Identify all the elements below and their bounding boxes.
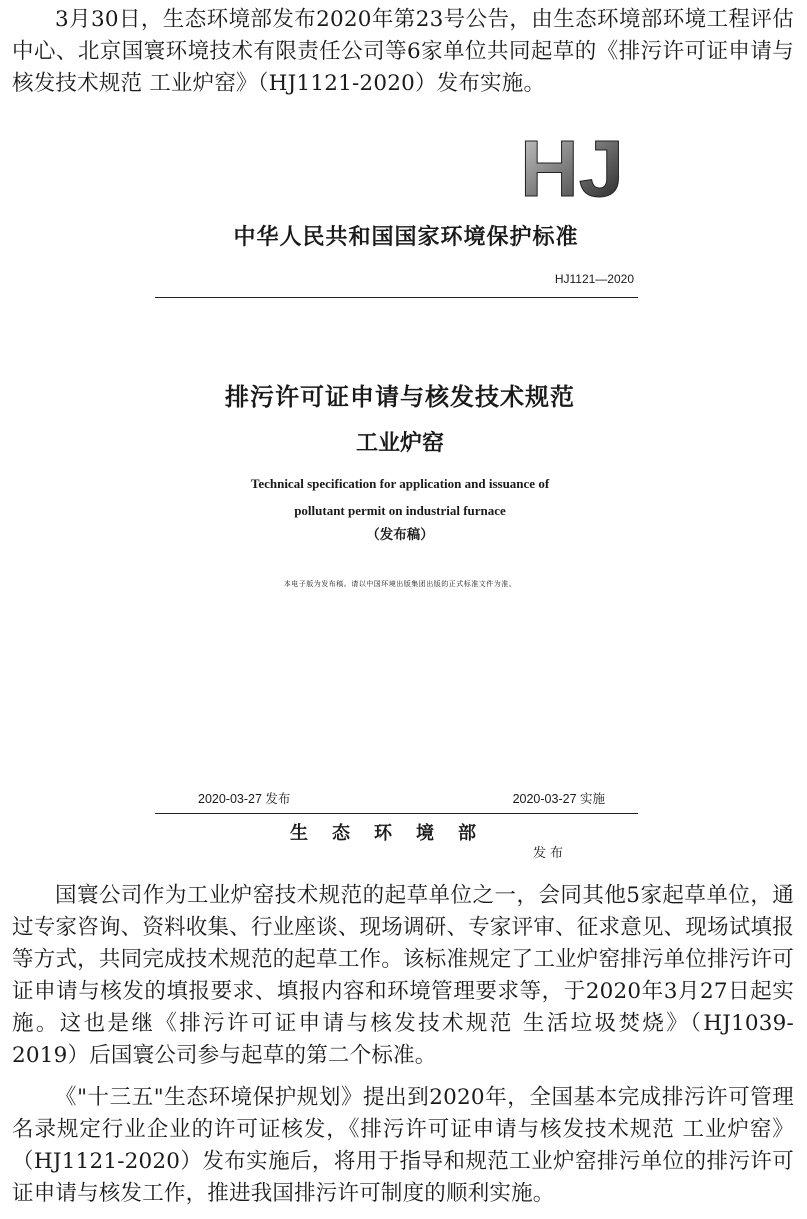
- publish-date: 2020-03-27 发布: [198, 792, 291, 806]
- intro-paragraph: 3月30日，生态环境部发布2020年第23号公告，由生态环境部环境工程评估中心、北京国寰环境技术有限责任公司等6家单位共同起草的《排污许可证申请与核发技术规范 工业炉窑》（HJ1121-2020）发布实施。: [12, 7, 794, 96]
- body-paragraph-2: 《"十三五"生态环境保护规划》提出到2020年，全国基本完成排污许可管理名录规定行业企业的许可证核发，《排污许可证申请与核发技术规范 工业炉窑》（HJ1121-2020）发布实施后，将用于指导和规范工业炉窑排污单位的排污许可证申请与核发工作，推进我国排污许可制度的顺利实施。: [12, 1085, 794, 1206]
- publish-label: 发布: [532, 846, 567, 861]
- top-divider: [155, 297, 638, 298]
- document-subtitle: 工业炉窑: [355, 431, 444, 456]
- standard-cover: [0, 130, 807, 870]
- document-title: 排污许可证申请与核发技术规范: [225, 383, 575, 411]
- draft-label: （发布稿）: [366, 527, 434, 543]
- electronic-notice: 本电子版为发布稿。请以中国环境出版集团出版的正式标准文件为准。: [283, 580, 517, 588]
- issuing-ministry: 生态环境部: [290, 823, 500, 844]
- bottom-divider: [155, 813, 638, 814]
- english-title: [150, 470, 650, 524]
- english-title-line-2: pollutant permit on industrial furnace: [294, 503, 506, 518]
- implement-date: 2020-03-27 实施: [512, 792, 605, 806]
- hj-logo: [518, 132, 626, 202]
- hj-logo-text: HJ: [520, 132, 624, 202]
- body-paragraph-1: 国寰公司作为工业炉窑技术规范的起草单位之一，会同其他5家起草单位，通过专家咨询、资料收集、行业座谈、现场调研、专家评审、征求意见、现场试填报等方式，共同完成技术规范的起草工作。该标准规定了工业炉窑排污单位排污许可证申请与核发的填报要求、填报内容和环境管理要求等，于2020年3月27日起实施。这也是继《排污许可证申请与核发技术规范 生活垃圾焚烧》（HJ1039-2019）后国寰公司参与起草的第二个标准。: [12, 883, 794, 1068]
- issuer-title: 中华人民共和国国家环境保护标准: [233, 225, 579, 250]
- english-title-line-1: Technical specification for application and issuance of: [250, 476, 550, 491]
- standard-code: HJ1121—2020: [554, 272, 634, 286]
